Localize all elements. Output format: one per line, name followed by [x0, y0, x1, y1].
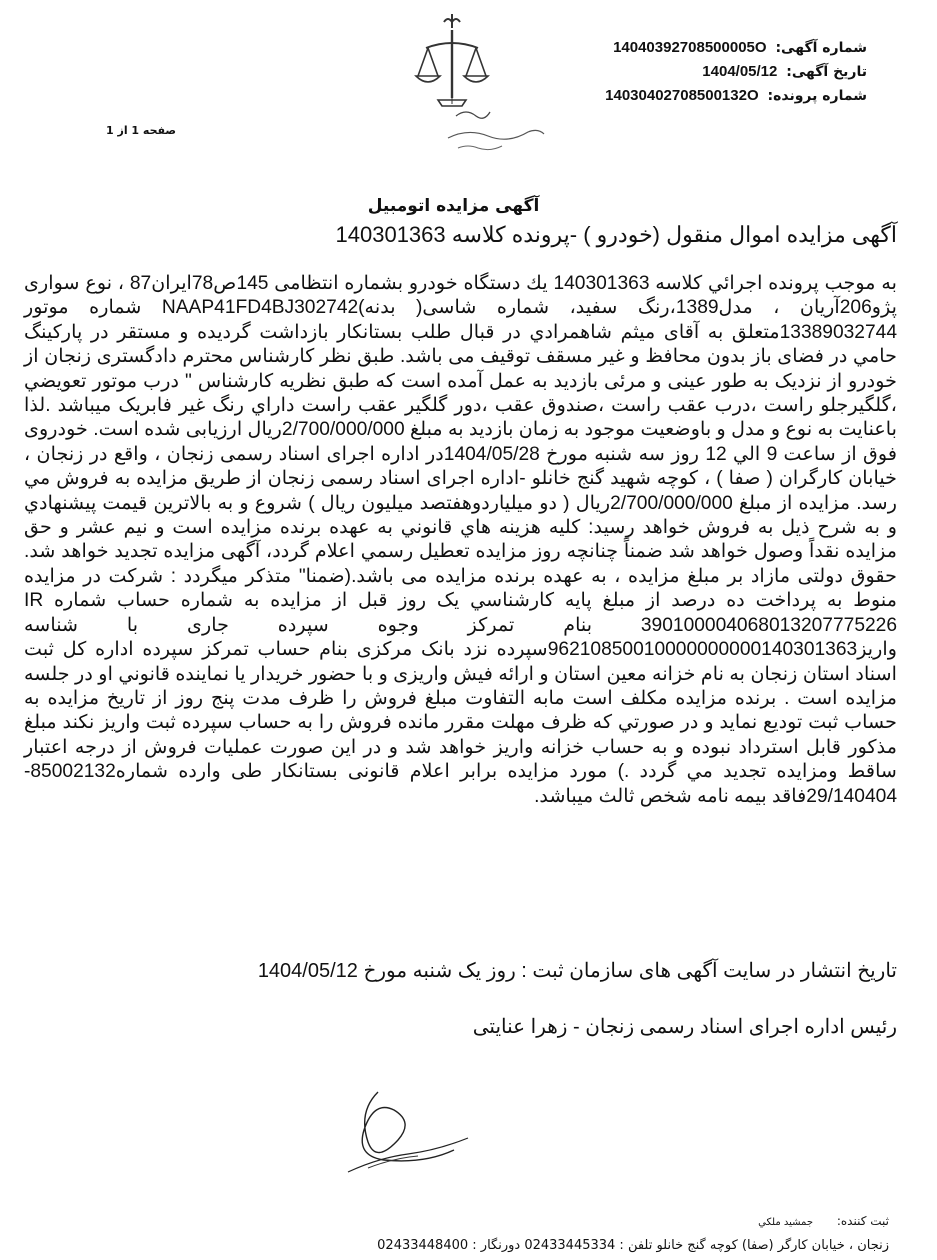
- registrar-label: ثبت کننده:: [836, 1214, 889, 1228]
- ad-date-value: 1404/05/12: [702, 63, 778, 80]
- case-number-label: شماره پرونده:: [767, 88, 867, 104]
- registrar-line: [758, 1214, 889, 1228]
- registrar-name: جمشید ملکي: [758, 1217, 814, 1228]
- document-title: آگهی مزایده اتومبیل: [367, 196, 540, 216]
- ad-date-label: تاریخ آگهی:: [786, 64, 867, 80]
- signatory-line: رئیس اداره اجرای اسناد رسمی زنجان - زهرا عنایتی: [472, 1016, 897, 1038]
- page-indicator: صفحه 1 از 1: [106, 124, 177, 137]
- case-number-row: [447, 84, 867, 108]
- case-number-value: 14030402708500132O: [605, 87, 759, 104]
- auction-notice-body: به موجب پرونده اجرائي کلاسه 140301363 يك دستگاه خودرو بشماره انتظامی 145ص78ایران87 ، نوع سواری پژو206آریان ، مدل1389،رنگ سفید، شماره شاسی( بدنه)NAAP41FD4BJ302742 شماره موتور 13389032744متعلق به آقای میثم شاهمرادي در قبال طلب بستانكار بازداشت گرديده و مستقر در پاركينگ حامي در فضای باز بدون محافظ و غیر مسقف توقیف می باشد. طبق نظر كارشناس محترم دادگستری زنجان از خودرو از نزديک به طور عینی و مرئی بازدید به عمل آمده است که طبق نظریه کارشناس " درب موتور تعویضي ،گلگیرجلو راست ،درب عقب راست ،صندوق عقب ،دور گلگیر عقب راست داراي رنگ غیر فابريک میباشد .لذا باعنایت به نوع و مدل و باوضعیت موجود به زمان بازدید به مبلغ 2/700/000/000ریال ارزیابی شده است. خودروی فوق از ساعت 9 الي 12 روز سه شنبه مورخ 1404/05/28در اداره اجرای اسناد رسمی زنجان ، واقع در زنجان ، خیابان كارگران ( صفا ) ، کوچه شهيد گنج خانلو -اداره اجرای اسناد رسمی زنجان از طريق مزايده به فروش مي رسد. مزايده از مبلغ 2/700/000/000ريال ( دو میلیاردوهفتصد میلیون ریال ) شروع و به بالاترين قيمت پيشنهادي و به شرح ذيل به فروش خواهد رسيد: كليه هزينه هاي قانوني به عهده برنده مزايده است و نیم عشر و حق مزايده نقداً وصول خواهد شد ضمناً چنانچه روز مزايده تعطيل رسمي اعلام گردد، آگهی مزايده تجديد خواهد شد. حقوق دولتی مازاد بر مبلغ مزایده ، به عهده برنده مزایده می باشد.(ضمنا" متذکر میگردد : شرکت در مزایده منوط به پرداخت ده درصد از مبلغ پایه کارشناسي یک روز قبل از مزایده به شماره حساب شماره IR 390100004068013207775226 بنام تمرکز وجوه سپرده جاری با شناسه واریز96210850010000000000140301363سپرده نزد بانک مرکزی بنام حساب تمرکز سپرده اداره کل ثبت اسناد استان زنجان به نام خزانه معین استان و ارائه فیش واریزی و با حضور خریدار یا نماینده قانوني او در جلسه مزایده است . برنده مزایده مکلف است مابه التفاوت مبلغ فروش را ظرف مدت پنج روز از تاریخ مزایده به حساب ثبت تودیع نماید و در صورتي که ظرف مهلت مقرر مانده فروش را به حساب سپرده ثبت واریز نکند مبلغ مذکور قابل استرداد نبوده و به حساب خزانه واریز خواهد شد و در این صورت عملیات فروش از درجه اعتبار ساقط ومزایده تجدید مي گردد .) مورد مزایده برابر اعلام قانونی بستانکار طی وارده شماره85002132-29/140404فاقد بیمه نامه شخص ثالث میباشد.: [24, 273, 897, 807]
- ad-number-label: شماره آگهی:: [775, 40, 867, 56]
- ad-meta-block: [447, 36, 867, 108]
- handwritten-signature: [338, 1072, 478, 1182]
- ad-number-value: 14040392708500005O: [613, 39, 767, 56]
- footer-address: زنجان ، خیابان کارگر (صفا) کوچه گنج خانلو تلفن : 02433445334 دورنگار : 02433448400: [377, 1238, 889, 1253]
- ad-date-row: [447, 60, 867, 84]
- publish-date-line: تاریخ انتشار در سایت آگهی های سازمان ثبت : روز یک شنبه مورخ 1404/05/12: [257, 960, 897, 982]
- document-subtitle: آگهی مزایده اموال منقول (خودرو ) -پرونده کلاسه 140301363: [335, 222, 897, 247]
- ad-number-row: [447, 36, 867, 60]
